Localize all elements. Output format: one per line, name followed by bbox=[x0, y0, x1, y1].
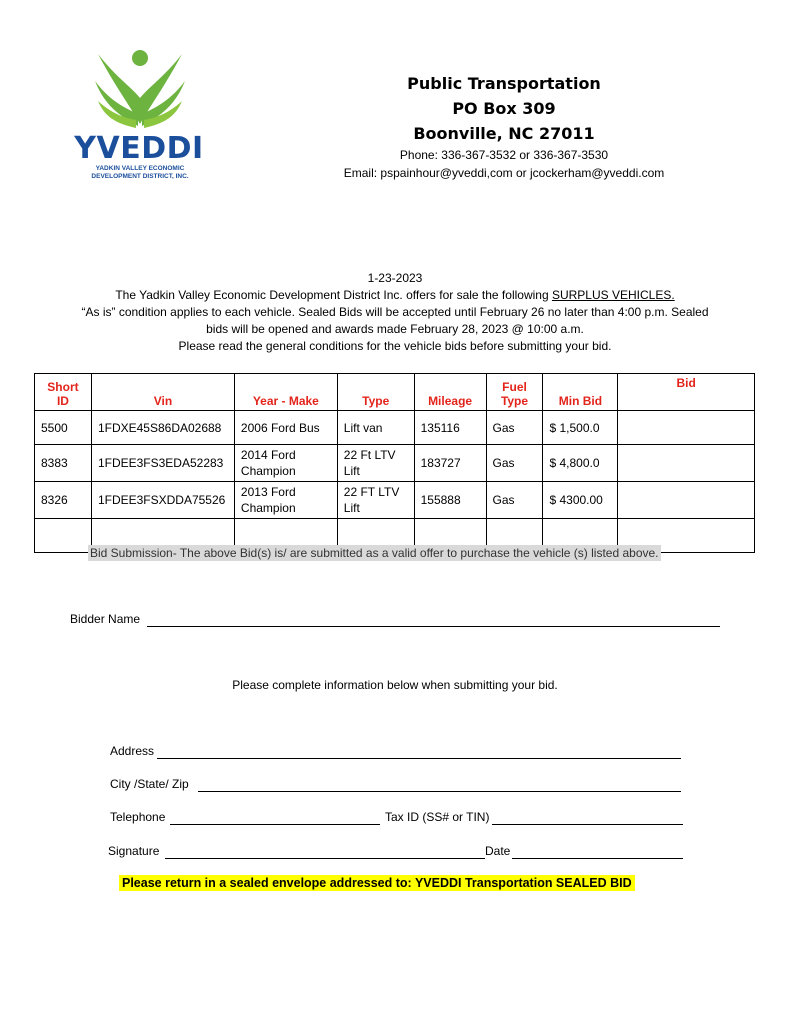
cell-year-make: 2014 Ford Champion bbox=[234, 445, 337, 482]
cell-year-make: 2006 Ford Bus bbox=[234, 411, 337, 445]
header-phone: Phone: 336-367-3532 or 336-367-3530 bbox=[399, 148, 609, 162]
cell-mileage: 135116 bbox=[414, 411, 486, 445]
tax-id-label: Tax ID (SS# or TIN) bbox=[385, 810, 490, 824]
header-email: Email: pspainhour@yveddi,com or jcockerham@yveddi.com bbox=[343, 166, 665, 180]
bidder-name-label: Bidder Name bbox=[70, 612, 141, 626]
cell-short-id: 8326 bbox=[35, 482, 92, 519]
signature-line[interactable] bbox=[165, 858, 485, 859]
return-instructions: Please return in a sealed envelope addressed to: YVEDDI Transportation SEALED BID bbox=[119, 875, 635, 891]
surplus-vehicles-link: SURPLUS VEHICLES. bbox=[551, 288, 675, 302]
cell-bid-entry[interactable] bbox=[618, 411, 755, 445]
vehicle-table bbox=[34, 373, 755, 553]
col-short-id: Short ID bbox=[35, 374, 92, 411]
header-po-box: PO Box 309 bbox=[452, 99, 556, 118]
notice-line3: bids will be opened and awards made February 28, 2023 @ 10:00 a.m. bbox=[206, 322, 584, 336]
notice-line1-text: The Yadkin Valley Economic Development District Inc. offers for sale the following bbox=[115, 288, 552, 302]
table-row bbox=[35, 445, 755, 482]
col-min-bid: Min Bid bbox=[543, 374, 618, 411]
logo-wordmark: YVEDDI bbox=[74, 131, 204, 166]
cell-year-make: 2013 Ford Champion bbox=[234, 482, 337, 519]
signature-label: Signature bbox=[108, 844, 160, 858]
cell-fuel: Gas bbox=[486, 411, 543, 445]
cell-bid-entry[interactable] bbox=[618, 445, 755, 482]
logo-subtitle-line2: DEVELOPMENT DISTRICT, INC. bbox=[91, 173, 189, 180]
logo-subtitle bbox=[70, 165, 210, 181]
tax-id-line[interactable] bbox=[492, 824, 683, 825]
notice-line2: “As is” condition applies to each vehicle. Sealed Bids will be accepted until February 26 no later than 4:00 p.m. Sealed bbox=[81, 305, 709, 319]
city-state-zip-label: City /State/ Zip bbox=[110, 777, 189, 791]
col-mileage: Mileage bbox=[414, 374, 486, 411]
telephone-line[interactable] bbox=[170, 824, 380, 825]
col-fuel-type: Fuel Type bbox=[486, 374, 543, 411]
notice-line4: Please read the general conditions for the vehicle bids before submitting your bid. bbox=[178, 339, 612, 353]
notice-date: 1-23-2023 bbox=[367, 271, 423, 285]
date-line[interactable] bbox=[512, 858, 683, 859]
col-vin: Vin bbox=[91, 374, 234, 411]
cell-mileage: 183727 bbox=[414, 445, 486, 482]
cell-vin: 1FDEE3FS3EDA52283 bbox=[91, 445, 234, 482]
table-row bbox=[35, 411, 755, 445]
complete-info-note: Please complete information below when submitting your bid. bbox=[232, 678, 558, 692]
logo-subtitle-line1: YADKIN VALLEY ECONOMIC bbox=[95, 165, 185, 172]
cell-blank[interactable] bbox=[35, 519, 92, 553]
cell-mileage: 155888 bbox=[414, 482, 486, 519]
cell-vin: 1FDXE45S86DA02688 bbox=[91, 411, 234, 445]
telephone-label: Telephone bbox=[110, 810, 166, 824]
cell-short-id: 5500 bbox=[35, 411, 92, 445]
cell-fuel: Gas bbox=[486, 445, 543, 482]
table-header-row bbox=[35, 374, 755, 411]
bidder-name-line[interactable] bbox=[147, 626, 720, 627]
date-label: Date bbox=[485, 844, 511, 858]
table-row bbox=[35, 482, 755, 519]
address-label: Address bbox=[110, 744, 155, 758]
col-bid: Bid bbox=[618, 374, 755, 411]
cell-type: 22 Ft LTV Lift bbox=[337, 445, 414, 482]
cell-min-bid: $ 4,800.0 bbox=[543, 445, 618, 482]
notice-line1 bbox=[40, 288, 750, 302]
cell-type: Lift van bbox=[337, 411, 414, 445]
header-title: Public Transportation bbox=[407, 74, 601, 93]
cell-min-bid: $ 4300.00 bbox=[543, 482, 618, 519]
address-line[interactable] bbox=[157, 758, 681, 759]
cell-vin: 1FDEE3FSXDDA75526 bbox=[91, 482, 234, 519]
cell-bid-entry[interactable] bbox=[618, 482, 755, 519]
city-state-zip-line[interactable] bbox=[198, 791, 681, 792]
col-type: Type bbox=[337, 374, 414, 411]
col-year-make: Year - Make bbox=[234, 374, 337, 411]
cell-type: 22 FT LTV Lift bbox=[337, 482, 414, 519]
cell-fuel: Gas bbox=[486, 482, 543, 519]
bid-submission-statement: Bid Submission- The above Bid(s) is/ are submitted as a valid offer to purchase the vehicle (s) listed above. bbox=[90, 546, 659, 560]
header-city: Boonville, NC 27011 bbox=[413, 124, 595, 143]
cell-short-id: 8383 bbox=[35, 445, 92, 482]
cell-min-bid: $ 1,500.0 bbox=[543, 411, 618, 445]
